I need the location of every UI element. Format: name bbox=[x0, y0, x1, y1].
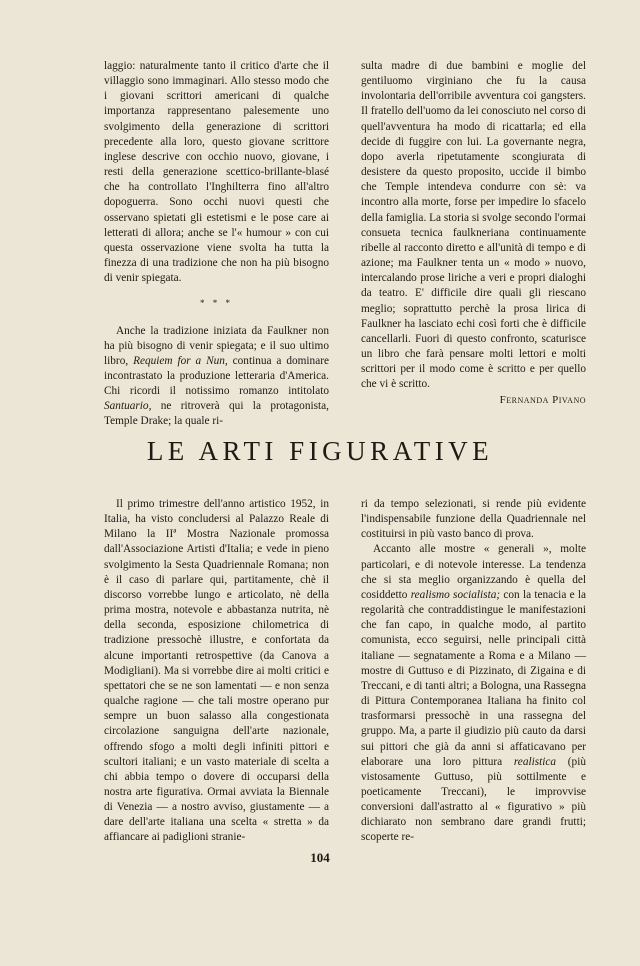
body-paragraph: sulta madre di due bambini e moglie del gentiluomo virginiano che fu la causa involontaria dell'orribile avventura coi gangsters. Il fratello dell'uomo da lei conosciuto nel corso di quell'avventura ha modo di ricattarla; ed ella decide di fuggire con lui. La governante negra, dopo averla ripetutamente scongiurata di desistere da questo proposito, uccide il bimbo che Temple intendeva condurre con sè: va incontro alla morte, forse per impedire lo sfacelo della famiglia. La storia si svolge secondo l'ormai consueta tecnica faulkneriana continuamente ribelle al racconto diretto e all'unità di tempo e di azione; ma Faulkner tenta un « modo » nuovo, intercalando prose liriche a veri e propri dialoghi da teatro. E' difficile dire quali gli riescano meglio; soprattutto perchè la prosa lirica di Faulkner ha lasciato echi così forti che è difficile cancellarli. Fuori di questo confronto, scaturisce un libro che farà pensare molti lettori e molti scrittori per il modo come è scritto e per quello che vi è scritto. bbox=[361, 60, 586, 391]
article-column-bottom-right bbox=[361, 497, 586, 846]
body-paragraph: laggio: naturalmente tanto il critico d'arte che il villaggio sono immaginari. Allo stesso modo che i giovani scrittori americani di qualche importanza rappresentano palesemente uno svolgimento della generazione di scrittori precedente alla loro, questo giovane scrittore inglese descrive con occhio nuovo, giovane, i resti della generazione scettico-brillante-blasé che ha controllato l'Inghilterra fino all'altro dopoguerra. Sono occhi nuovi questi che osservano spietati gli estetismi e le pose care ai letterati di allora; anche se l'« humour » con cui questa osservazione viene svolta ha tutta la finezza di una tradizione che non ha più bisogno di venir spiegata. bbox=[104, 60, 329, 285]
text-run: (più vistosamente Guttuso, più sottilmente e poeticamente Treccani), le improvvise conversioni dall'astratto al « figurativo » più dichiarato non sembrano dare grandi frutti; scoperte re- bbox=[361, 755, 586, 844]
text-run: Accanto alle mostre « generali », molte particolari, e di notevole interesse. La tendenza che si sta meglio organizzando è quella del cosiddetto bbox=[361, 543, 586, 601]
article-column-top-left bbox=[104, 59, 329, 430]
text-run: con la tenacia e la regolarità che contraddistingue le manifestazioni che fan capo, in qualche modo, al partito comunista, ecco seguirsi, nelle principali città italiane — segnatamente a Roma e a Milano — mostre di Guttuso e di Pizzinato, di Zigaina e di Treccani, e di tanti altri; a Bologna, una Rassegna di Pittura Contemporanea Italiana ha finito col trasformarsi pressochè in una rassegna del gruppo. Ma, a parte il giudizio più cauto da darsi sui pittori che già da anni si affaticavano per elaborare una loro pittura bbox=[361, 588, 587, 768]
article-column-top-right bbox=[361, 59, 586, 409]
section-heading: LE ARTI FIGURATIVE bbox=[146, 436, 494, 466]
body-paragraph bbox=[104, 324, 329, 430]
author-signature: Fernanda Pivano bbox=[499, 394, 586, 407]
book-title: Requiem for a Nun, bbox=[133, 354, 228, 367]
body-paragraph: ri da tempo selezionati, si rende più evidente l'indispensabile funzione della Quadriennale nel costituirsi in più vasto banco di prova. bbox=[361, 498, 586, 541]
text-run: Anche la tradizione iniziata da Faulkner non ha più bisogno di venir spiegata; e il suo ultimo libro, bbox=[104, 324, 329, 367]
term-emphasis: realismo socialista; bbox=[410, 588, 501, 601]
article-column-bottom-left bbox=[104, 497, 329, 846]
section-separator: * * * bbox=[200, 298, 233, 309]
book-title: Santuario, bbox=[104, 400, 152, 413]
body-paragraph: Il primo trimestre dell'anno artistico 1952, in Italia, ha visto concludersi al Palazzo Reale di Milano la IIª Mostra Nazionale promossa dall'Associazione Artisti d'Italia; e vede in pieno svolgimento la Sesta Quadriennale Romana; non è il caso di parlare qui, partitamente, chè il discorso vorrebbe lungo e articolato, nè della prima mostra, notevole e abbastanza nutrita, nè della seconda, esposizione chilometrica di tradizione pressochè illustre, e confortata da alcune importanti retrospettive (da Canova a Modigliani). Ma si vorrebbe dire ai molti critici e spettatori che se ne son lamentati — e non senza qualche ragione — che tali mostre operano pur sempre un buon salasso alla congestionata circolazione sanguigna dell'arte nazionale, offrendo sfogo a molti degli infiniti pittori e scultori italiani; e un vasto materiale di scelta a chi abbia tempo o dovere di occuparsi della nostra arte figurativa. Ormai avviata la Biennale di Venezia — a nostro avviso, giustamente — a dare dell'arte italiana una scelta « stretta » da affiancare ai padiglioni stranie- bbox=[104, 498, 329, 844]
body-paragraph bbox=[361, 542, 586, 845]
text-run: continua a dominare incontrastato la produzione letteraria d'America. Chi ricordi il notissimo romanzo intitolato bbox=[104, 354, 329, 398]
text-run: ne ritroverà qui la protagonista, Temple Drake; la quale ri- bbox=[104, 400, 329, 428]
page-number: 104 bbox=[310, 850, 330, 865]
term-emphasis: realistica bbox=[513, 755, 557, 768]
